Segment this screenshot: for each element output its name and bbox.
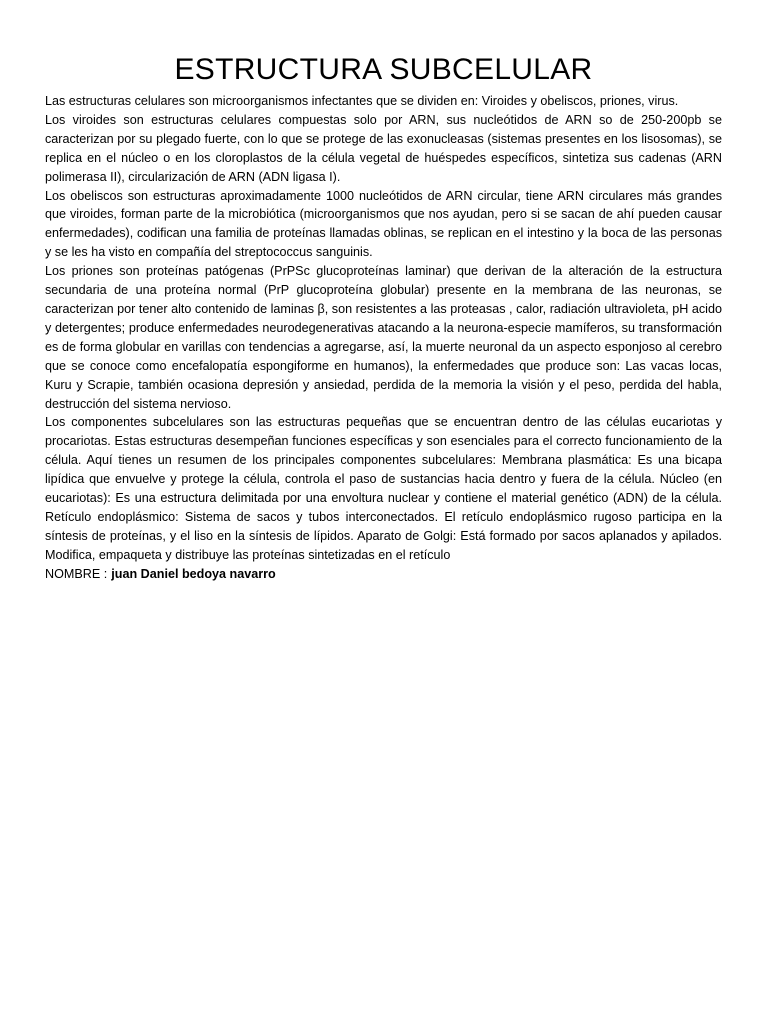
author-line	[45, 565, 722, 584]
author-name: juan Daniel bedoya navarro	[111, 566, 276, 581]
paragraph-obeliscos: Los obeliscos son estructuras aproximadamente 1000 nucleótidos de ARN circular, tiene ARN circulares más grandes que viroides, forman parte de la microbiótica (microorganismos que nos ayudan, pero si se sacan de ahí pueden causar enfermedades), codifican una familia de proteínas llamadas oblinas, se replican en el intestino y la boca de las personas y se les ha visto en compañía del streptococcus sanguinis.	[45, 188, 722, 260]
paragraph-priones: Los priones son proteínas patógenas (PrPSc glucoproteínas laminar) que derivan de la alteración de la estructura secundaria de una proteína normal (PrP glucoproteína globular) presente en la membrana de las neuronas, se caracterizan por tener alto contenido de laminas β, son resistentes a las proteasas , calor, radiación ultravioleta, pH acido y detergentes; produce enfermedades neurodegenerativas atacando a la neurona-especie mamíferos, su transformación es de forma globular en varillas con tendencias a agregarse, así, la muerte neuronal da un aspecto esponjoso al cerebro que se conoce como encefalopatía espongiforme en humanos), la enfermedades que produce son: Las vacas locas, Kuru y Scrapie, también ocasiona depresión y ansiedad, perdida de la memoria la visión y el peso, perdida del habla, destrucción del sistema nervioso.	[45, 264, 722, 411]
paragraph-viroides: Los viroides son estructuras celulares compuestas solo por ARN, sus nucleótidos de ARN so de 250-200pb se caracterizan por su plegado fuerte, con lo que se protege de las exonucleasas (sistemas presentes en los lisosomas), se replica en el núcleo o en los cloroplastos de la célula vegetal de huéspedes específicos, sintetiza sus cadenas (ARN polimerasa II), circularización de ARN (ADN ligasa I).	[45, 112, 722, 184]
author-label: NOMBRE :	[45, 566, 108, 581]
paragraph-componentes: Los componentes subcelulares son las estructuras pequeñas que se encuentran dentro de las células eucariotas y procariotas. Estas estructuras desempeñan funciones específicas y son esenciales para el correcto funcionamiento de la célula. Aquí tienes un resumen de los principales componentes subcelulares: Membrana plasmática: Es una bicapa lipídica que envuelve y protege la célula, controla el paso de sustancias hacia dentro y fuera de la célula. Núcleo (en eucariotas): Es una estructura delimitada por una envoltura nuclear y contiene el material genético (ADN) de la célula. Retículo endoplásmico: Sistema de sacos y tubos interconectados. El retículo endoplásmico rugoso participa en la síntesis de proteínas, y el liso en la síntesis de lípidos. Aparato de Golgi: Está formado por sacos aplanados y apilados. Modifica, empaqueta y distribuye las proteínas sintetizadas en el retículo	[45, 415, 722, 562]
paragraph-intro: Las estructuras celulares son microorganismos infectantes que se dividen en: Viroides y obeliscos, priones, virus.	[45, 94, 679, 108]
document-title: ESTRUCTURA SUBCELULAR	[174, 53, 593, 86]
document-page	[45, 52, 722, 584]
